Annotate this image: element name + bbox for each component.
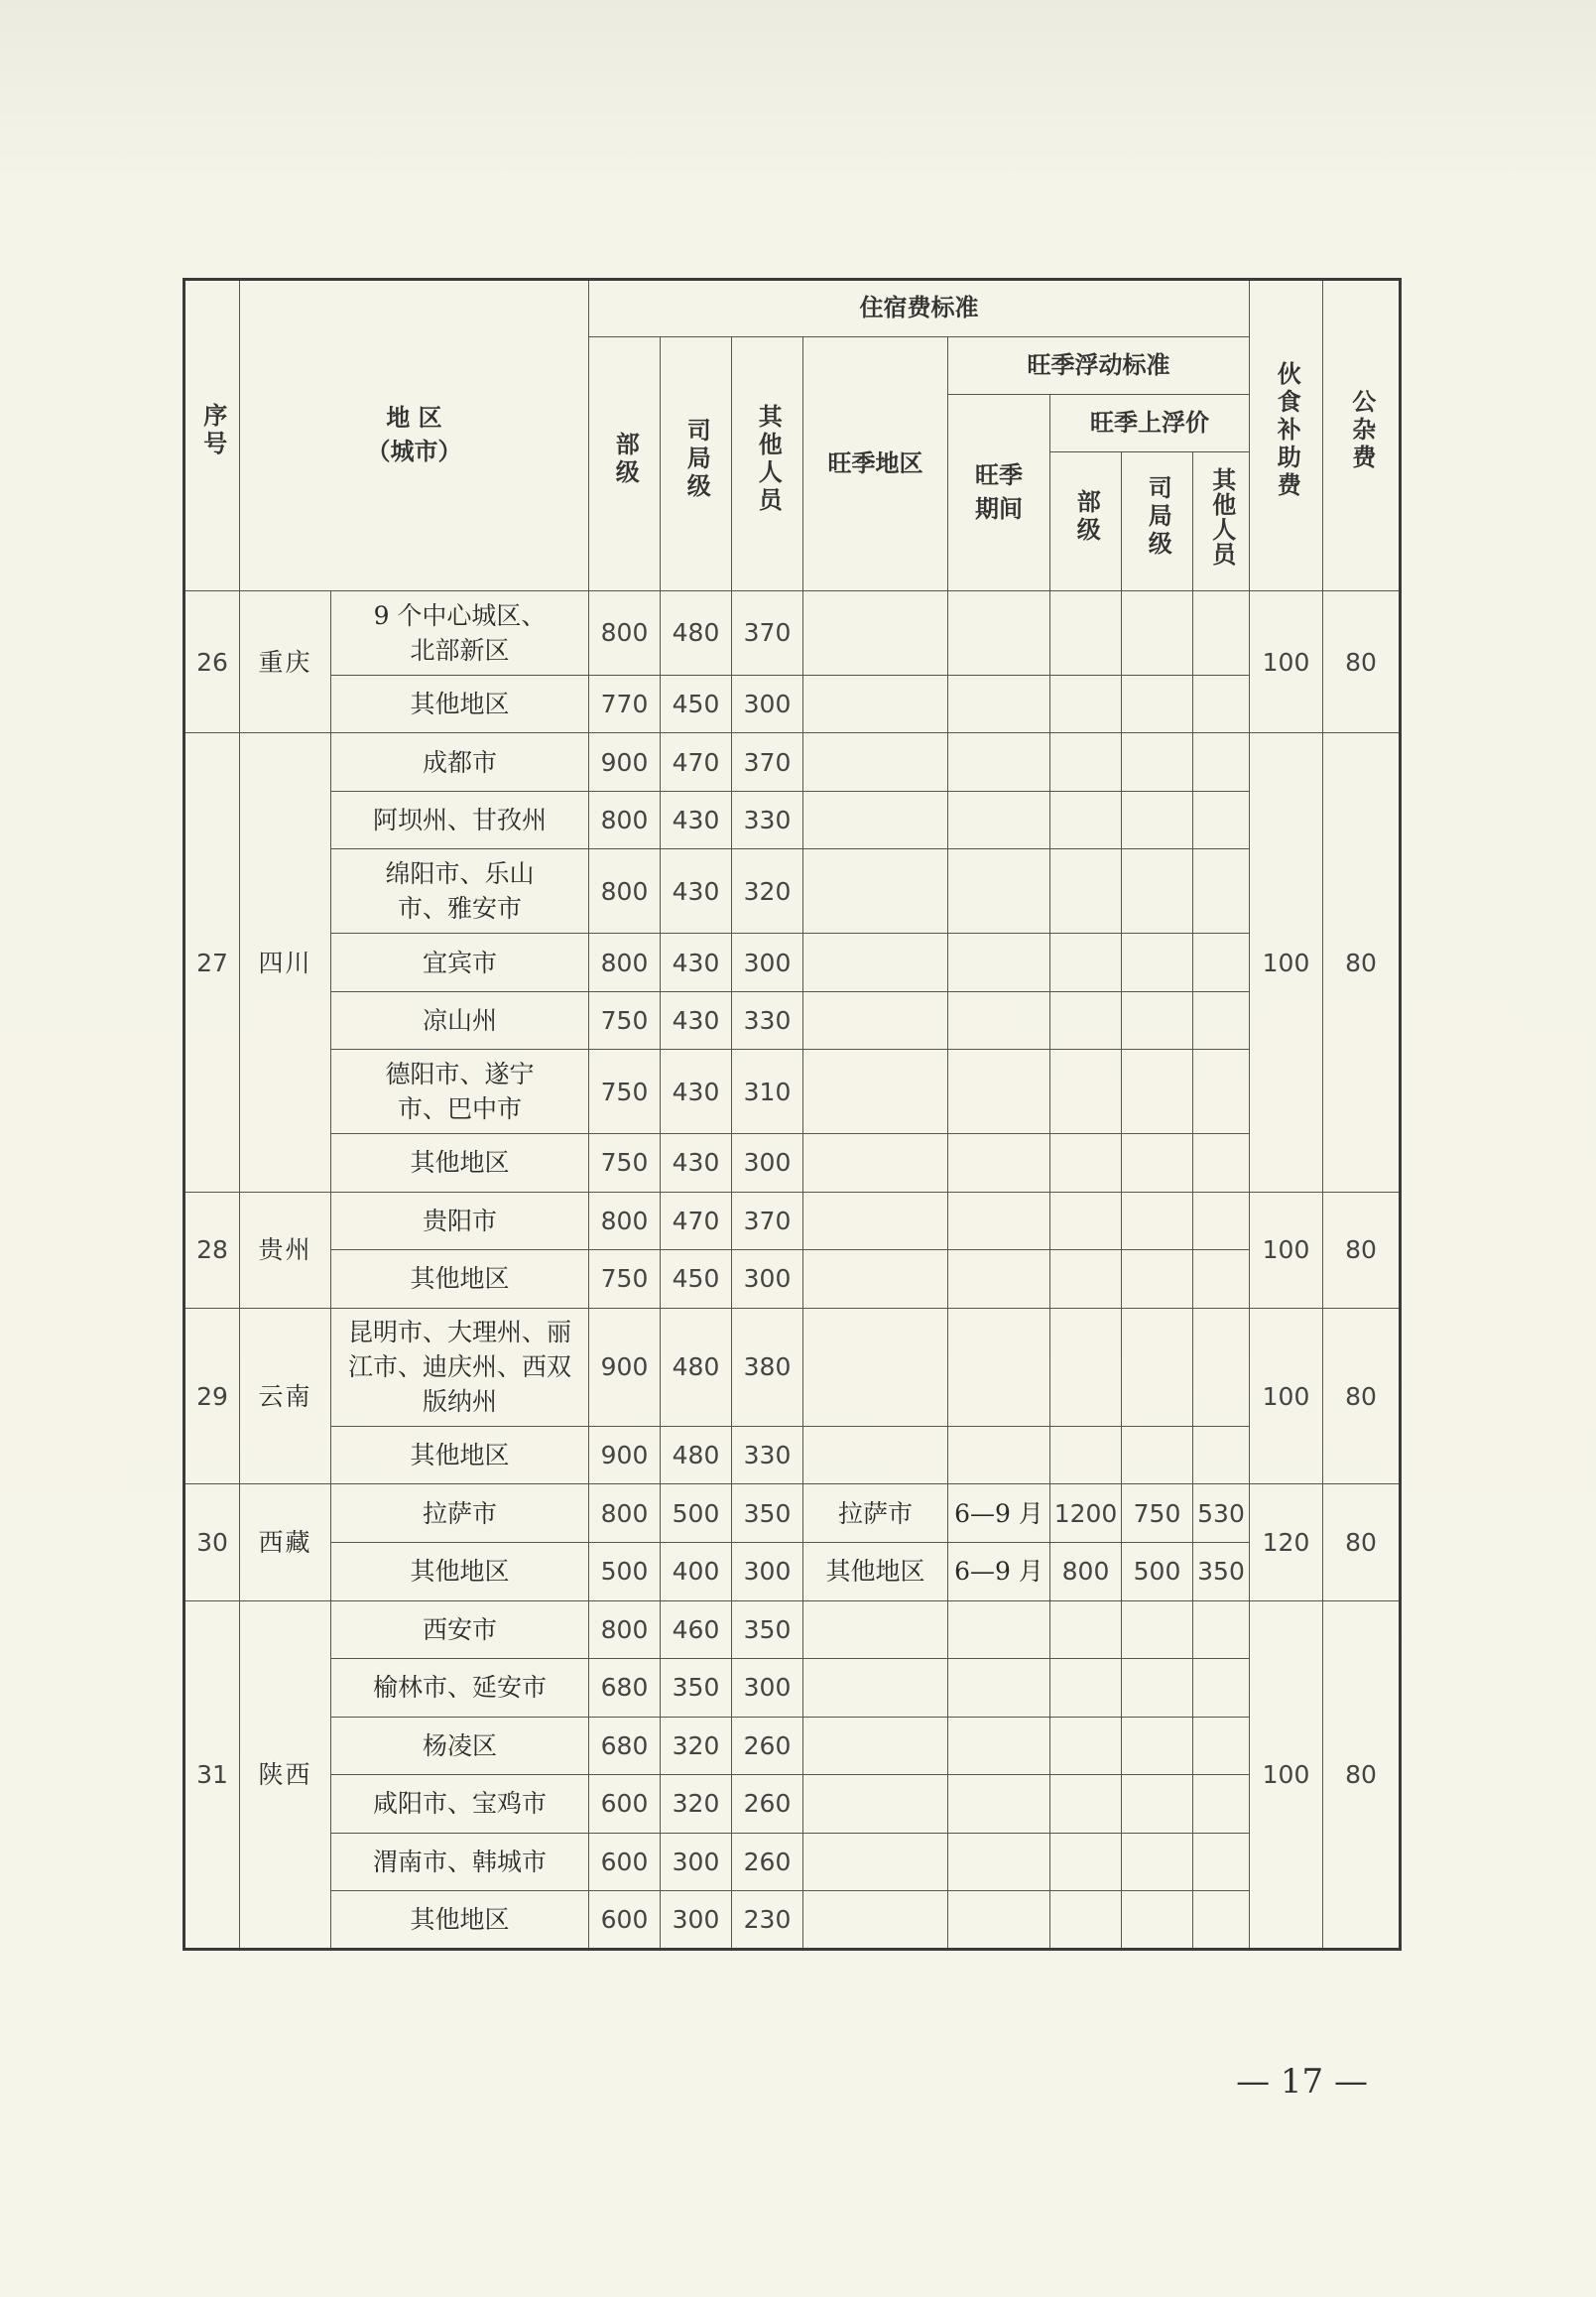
peak-ministry-cell (1050, 1426, 1122, 1484)
others-rate-cell: 380 (732, 1308, 803, 1426)
peak-ministry-cell (1050, 1659, 1122, 1718)
peak-region-cell (803, 991, 948, 1050)
peak-bureau-cell (1122, 675, 1193, 733)
meal-allowance-cell: 100 (1250, 1192, 1323, 1308)
header-ministry: 部级 (589, 337, 661, 591)
ministry-rate-cell: 900 (589, 1426, 661, 1484)
city-cell: 渭南市、韩城市 (331, 1833, 589, 1891)
bureau-rate-cell: 470 (661, 733, 732, 792)
peak-period-cell (948, 675, 1050, 733)
peak-ministry-cell (1050, 791, 1122, 849)
others-rate-cell: 300 (732, 1134, 803, 1193)
misc-fee-cell: 80 (1323, 1308, 1401, 1484)
province-cell: 云南 (240, 1308, 331, 1484)
others-rate-cell: 370 (732, 591, 803, 676)
ministry-rate-cell: 680 (589, 1659, 661, 1718)
peak-region-cell (803, 1717, 948, 1775)
peak-bureau-cell (1122, 991, 1193, 1050)
header-others: 其他人员 (732, 337, 803, 591)
peak-region-cell (803, 1308, 948, 1426)
peak-period-cell: 6—9 月 (948, 1542, 1050, 1600)
peak-others-cell (1193, 1600, 1250, 1659)
peak-others-cell (1193, 1659, 1250, 1718)
city-cell: 其他地区 (331, 1250, 589, 1309)
city-cell: 阿坝州、甘孜州 (331, 791, 589, 849)
header-seq: 序号 (184, 280, 240, 591)
table-row (184, 1050, 1401, 1134)
peak-ministry-cell (1050, 1308, 1122, 1426)
others-rate-cell: 320 (732, 849, 803, 934)
peak-region-cell (803, 791, 948, 849)
peak-bureau-cell (1122, 1134, 1193, 1193)
meal-allowance-cell: 100 (1250, 591, 1323, 733)
peak-region-cell (803, 1050, 948, 1134)
others-rate-cell: 350 (732, 1600, 803, 1659)
peak-period-cell (948, 1717, 1050, 1775)
ministry-rate-cell: 600 (589, 1775, 661, 1834)
header-peak-float: 旺季浮动标准 (948, 337, 1250, 395)
peak-period-cell (948, 1050, 1050, 1134)
header-peak-bureau: 司局级 (1122, 452, 1193, 591)
peak-region-cell (803, 1250, 948, 1309)
header-region: 地 区 （城市） (240, 280, 589, 591)
city-cell: 拉萨市 (331, 1484, 589, 1543)
peak-ministry-cell (1050, 675, 1122, 733)
city-cell: 绵阳市、乐山市、雅安市 (331, 849, 589, 934)
city-cell: 德阳市、遂宁市、巴中市 (331, 1050, 589, 1134)
peak-region-cell (803, 1833, 948, 1891)
ministry-rate-cell: 750 (589, 1050, 661, 1134)
peak-period-cell (948, 591, 1050, 676)
others-rate-cell: 300 (732, 1659, 803, 1718)
table-row (184, 1426, 1401, 1484)
table-row (184, 733, 1401, 792)
peak-region-cell: 拉萨市 (803, 1484, 948, 1543)
peak-bureau-cell (1122, 1192, 1193, 1250)
peak-period-cell (948, 791, 1050, 849)
bureau-rate-cell: 320 (661, 1717, 732, 1775)
seq-cell: 28 (184, 1192, 240, 1308)
peak-period-cell (948, 1192, 1050, 1250)
peak-bureau-cell (1122, 1250, 1193, 1309)
table-row (184, 1717, 1401, 1775)
peak-others-cell (1193, 675, 1250, 733)
table-header (184, 280, 1401, 591)
misc-fee-cell: 80 (1323, 1192, 1401, 1308)
meal-allowance-cell: 100 (1250, 733, 1323, 1192)
others-rate-cell: 300 (732, 675, 803, 733)
misc-fee-cell: 80 (1323, 1484, 1401, 1600)
bureau-rate-cell: 430 (661, 1050, 732, 1134)
city-cell: 其他地区 (331, 1426, 589, 1484)
peak-others-cell (1193, 1891, 1250, 1950)
header-peak-others: 其他人员 (1193, 452, 1250, 591)
peak-bureau-cell (1122, 1426, 1193, 1484)
bureau-rate-cell: 430 (661, 791, 732, 849)
peak-ministry-cell (1050, 591, 1122, 676)
peak-ministry-cell (1050, 1775, 1122, 1834)
province-cell: 贵州 (240, 1192, 331, 1308)
peak-region-cell (803, 1192, 948, 1250)
peak-ministry-cell (1050, 991, 1122, 1050)
seq-cell: 29 (184, 1308, 240, 1484)
city-cell: 宜宾市 (331, 934, 589, 992)
table-row (184, 1659, 1401, 1718)
table-row (184, 1134, 1401, 1193)
city-cell: 其他地区 (331, 1542, 589, 1600)
misc-fee-cell: 80 (1323, 591, 1401, 733)
peak-bureau-cell: 500 (1122, 1542, 1193, 1600)
peak-bureau-cell (1122, 1600, 1193, 1659)
peak-ministry-cell (1050, 1891, 1122, 1950)
bureau-rate-cell: 450 (661, 675, 732, 733)
peak-others-cell (1193, 591, 1250, 676)
peak-period-cell (948, 1775, 1050, 1834)
peak-period-cell: 6—9 月 (948, 1484, 1050, 1543)
others-rate-cell: 370 (732, 1192, 803, 1250)
bureau-rate-cell: 300 (661, 1891, 732, 1950)
peak-bureau-cell (1122, 1050, 1193, 1134)
peak-region-cell (803, 1426, 948, 1484)
peak-others-cell: 530 (1193, 1484, 1250, 1543)
peak-period-cell (948, 733, 1050, 792)
table-row (184, 675, 1401, 733)
peak-period-cell (948, 1659, 1050, 1718)
peak-region-cell (803, 1600, 948, 1659)
bureau-rate-cell: 450 (661, 1250, 732, 1309)
province-cell: 西藏 (240, 1484, 331, 1600)
peak-period-cell (948, 1308, 1050, 1426)
others-rate-cell: 230 (732, 1891, 803, 1950)
bureau-rate-cell: 480 (661, 1308, 732, 1426)
bureau-rate-cell: 500 (661, 1484, 732, 1543)
bureau-rate-cell: 430 (661, 1134, 732, 1193)
ministry-rate-cell: 800 (589, 934, 661, 992)
seq-cell: 30 (184, 1484, 240, 1600)
ministry-rate-cell: 900 (589, 733, 661, 792)
peak-ministry-cell (1050, 1134, 1122, 1193)
city-cell: 成都市 (331, 733, 589, 792)
peak-bureau-cell: 750 (1122, 1484, 1193, 1543)
misc-fee-cell: 80 (1323, 1600, 1401, 1949)
table-row (184, 1775, 1401, 1834)
peak-ministry-cell: 800 (1050, 1542, 1122, 1600)
header-peak-up: 旺季上浮价 (1050, 395, 1250, 452)
ministry-rate-cell: 800 (589, 1192, 661, 1250)
peak-ministry-cell: 1200 (1050, 1484, 1122, 1543)
table-row (184, 1484, 1401, 1543)
peak-ministry-cell (1050, 934, 1122, 992)
peak-others-cell (1193, 849, 1250, 934)
peak-ministry-cell (1050, 1600, 1122, 1659)
others-rate-cell: 330 (732, 791, 803, 849)
header-lodging: 住宿费标准 (589, 280, 1250, 337)
peak-others-cell (1193, 1050, 1250, 1134)
meal-allowance-cell: 100 (1250, 1600, 1323, 1949)
seq-cell: 31 (184, 1600, 240, 1949)
ministry-rate-cell: 800 (589, 849, 661, 934)
ministry-rate-cell: 800 (589, 1484, 661, 1543)
city-cell: 西安市 (331, 1600, 589, 1659)
table-row (184, 934, 1401, 992)
peak-others-cell (1193, 934, 1250, 992)
peak-region-cell (803, 1134, 948, 1193)
bureau-rate-cell: 480 (661, 591, 732, 676)
city-cell: 其他地区 (331, 675, 589, 733)
bureau-rate-cell: 400 (661, 1542, 732, 1600)
city-cell: 9 个中心城区、北部新区 (331, 591, 589, 676)
meal-allowance-cell: 100 (1250, 1308, 1323, 1484)
bureau-rate-cell: 350 (661, 1659, 732, 1718)
city-cell: 咸阳市、宝鸡市 (331, 1775, 589, 1834)
province-cell: 重庆 (240, 591, 331, 733)
others-rate-cell: 260 (732, 1833, 803, 1891)
table-row (184, 1192, 1401, 1250)
header-peak-ministry: 部级 (1050, 452, 1122, 591)
others-rate-cell: 260 (732, 1775, 803, 1834)
others-rate-cell: 330 (732, 1426, 803, 1484)
peak-period-cell (948, 1426, 1050, 1484)
peak-period-cell (948, 1833, 1050, 1891)
peak-others-cell (1193, 1308, 1250, 1426)
bureau-rate-cell: 470 (661, 1192, 732, 1250)
peak-others-cell (1193, 1426, 1250, 1484)
table-row (184, 1833, 1401, 1891)
table-row (184, 849, 1401, 934)
page-number: — 17 — (1236, 2062, 1368, 2102)
peak-others-cell (1193, 1833, 1250, 1891)
peak-period-cell (948, 1250, 1050, 1309)
others-rate-cell: 300 (732, 934, 803, 992)
ministry-rate-cell: 770 (589, 675, 661, 733)
bureau-rate-cell: 430 (661, 934, 732, 992)
bureau-rate-cell: 460 (661, 1600, 732, 1659)
ministry-rate-cell: 600 (589, 1891, 661, 1950)
city-cell: 其他地区 (331, 1134, 589, 1193)
peak-period-cell (948, 1891, 1050, 1950)
peak-others-cell (1193, 733, 1250, 792)
peak-region-cell (803, 1775, 948, 1834)
peak-others-cell (1193, 1250, 1250, 1309)
peak-ministry-cell (1050, 1833, 1122, 1891)
ministry-rate-cell: 800 (589, 591, 661, 676)
peak-region-cell (803, 849, 948, 934)
province-cell: 四川 (240, 733, 331, 1192)
peak-bureau-cell (1122, 1775, 1193, 1834)
peak-bureau-cell (1122, 1833, 1193, 1891)
peak-ministry-cell (1050, 733, 1122, 792)
header-peak-period: 旺季期间 (948, 395, 1050, 591)
peak-others-cell (1193, 991, 1250, 1050)
peak-region-cell (803, 733, 948, 792)
header-bureau: 司局级 (661, 337, 732, 591)
peak-period-cell (948, 934, 1050, 992)
peak-others-cell (1193, 1775, 1250, 1834)
peak-bureau-cell (1122, 1717, 1193, 1775)
peak-period-cell (948, 1134, 1050, 1193)
peak-region-cell (803, 675, 948, 733)
peak-ministry-cell (1050, 1050, 1122, 1134)
table-row (184, 1250, 1401, 1309)
header-misc: 公杂费 (1323, 280, 1401, 591)
ministry-rate-cell: 500 (589, 1542, 661, 1600)
peak-period-cell (948, 849, 1050, 934)
peak-bureau-cell (1122, 1891, 1193, 1950)
bureau-rate-cell: 430 (661, 849, 732, 934)
table-row (184, 1891, 1401, 1950)
peak-ministry-cell (1050, 849, 1122, 934)
city-cell: 其他地区 (331, 1891, 589, 1950)
table-row (184, 591, 1401, 676)
city-cell: 贵阳市 (331, 1192, 589, 1250)
table-row (184, 991, 1401, 1050)
peak-region-cell (803, 591, 948, 676)
ministry-rate-cell: 600 (589, 1833, 661, 1891)
peak-region-cell (803, 934, 948, 992)
peak-region-cell (803, 1891, 948, 1950)
header-peak-region: 旺季地区 (803, 337, 948, 591)
city-cell: 凉山州 (331, 991, 589, 1050)
seq-cell: 27 (184, 733, 240, 1192)
peak-bureau-cell (1122, 791, 1193, 849)
table-row (184, 1600, 1401, 1659)
ministry-rate-cell: 750 (589, 991, 661, 1050)
peak-ministry-cell (1050, 1250, 1122, 1309)
city-cell: 杨凌区 (331, 1717, 589, 1775)
ministry-rate-cell: 750 (589, 1134, 661, 1193)
table-row (184, 1542, 1401, 1600)
peak-ministry-cell (1050, 1717, 1122, 1775)
city-cell: 昆明市、大理州、丽江市、迪庆州、西双版纳州 (331, 1308, 589, 1426)
peak-region-cell: 其他地区 (803, 1542, 948, 1600)
others-rate-cell: 370 (732, 733, 803, 792)
meal-allowance-cell: 120 (1250, 1484, 1323, 1600)
others-rate-cell: 300 (732, 1250, 803, 1309)
ministry-rate-cell: 750 (589, 1250, 661, 1309)
peak-ministry-cell (1050, 1192, 1122, 1250)
peak-others-cell (1193, 1134, 1250, 1193)
peak-period-cell (948, 1600, 1050, 1659)
peak-region-cell (803, 1659, 948, 1718)
peak-bureau-cell (1122, 1308, 1193, 1426)
table-body (184, 591, 1401, 1950)
province-cell: 陕西 (240, 1600, 331, 1949)
peak-period-cell (948, 991, 1050, 1050)
peak-bureau-cell (1122, 849, 1193, 934)
peak-others-cell (1193, 1717, 1250, 1775)
lodging-standard-table (183, 278, 1402, 1951)
ministry-rate-cell: 900 (589, 1308, 661, 1426)
ministry-rate-cell: 680 (589, 1717, 661, 1775)
others-rate-cell: 300 (732, 1542, 803, 1600)
ministry-rate-cell: 800 (589, 1600, 661, 1659)
table-row (184, 1308, 1401, 1426)
others-rate-cell: 350 (732, 1484, 803, 1543)
peak-others-cell: 350 (1193, 1542, 1250, 1600)
bureau-rate-cell: 480 (661, 1426, 732, 1484)
peak-others-cell (1193, 791, 1250, 849)
others-rate-cell: 260 (732, 1717, 803, 1775)
peak-bureau-cell (1122, 591, 1193, 676)
misc-fee-cell: 80 (1323, 733, 1401, 1192)
peak-bureau-cell (1122, 733, 1193, 792)
bureau-rate-cell: 300 (661, 1833, 732, 1891)
peak-bureau-cell (1122, 1659, 1193, 1718)
others-rate-cell: 310 (732, 1050, 803, 1134)
city-cell: 榆林市、延安市 (331, 1659, 589, 1718)
table-row (184, 791, 1401, 849)
bureau-rate-cell: 430 (661, 991, 732, 1050)
peak-bureau-cell (1122, 934, 1193, 992)
peak-others-cell (1193, 1192, 1250, 1250)
header-meal: 伙食补助费 (1250, 280, 1323, 591)
seq-cell: 26 (184, 591, 240, 733)
ministry-rate-cell: 800 (589, 791, 661, 849)
bureau-rate-cell: 320 (661, 1775, 732, 1834)
others-rate-cell: 330 (732, 991, 803, 1050)
